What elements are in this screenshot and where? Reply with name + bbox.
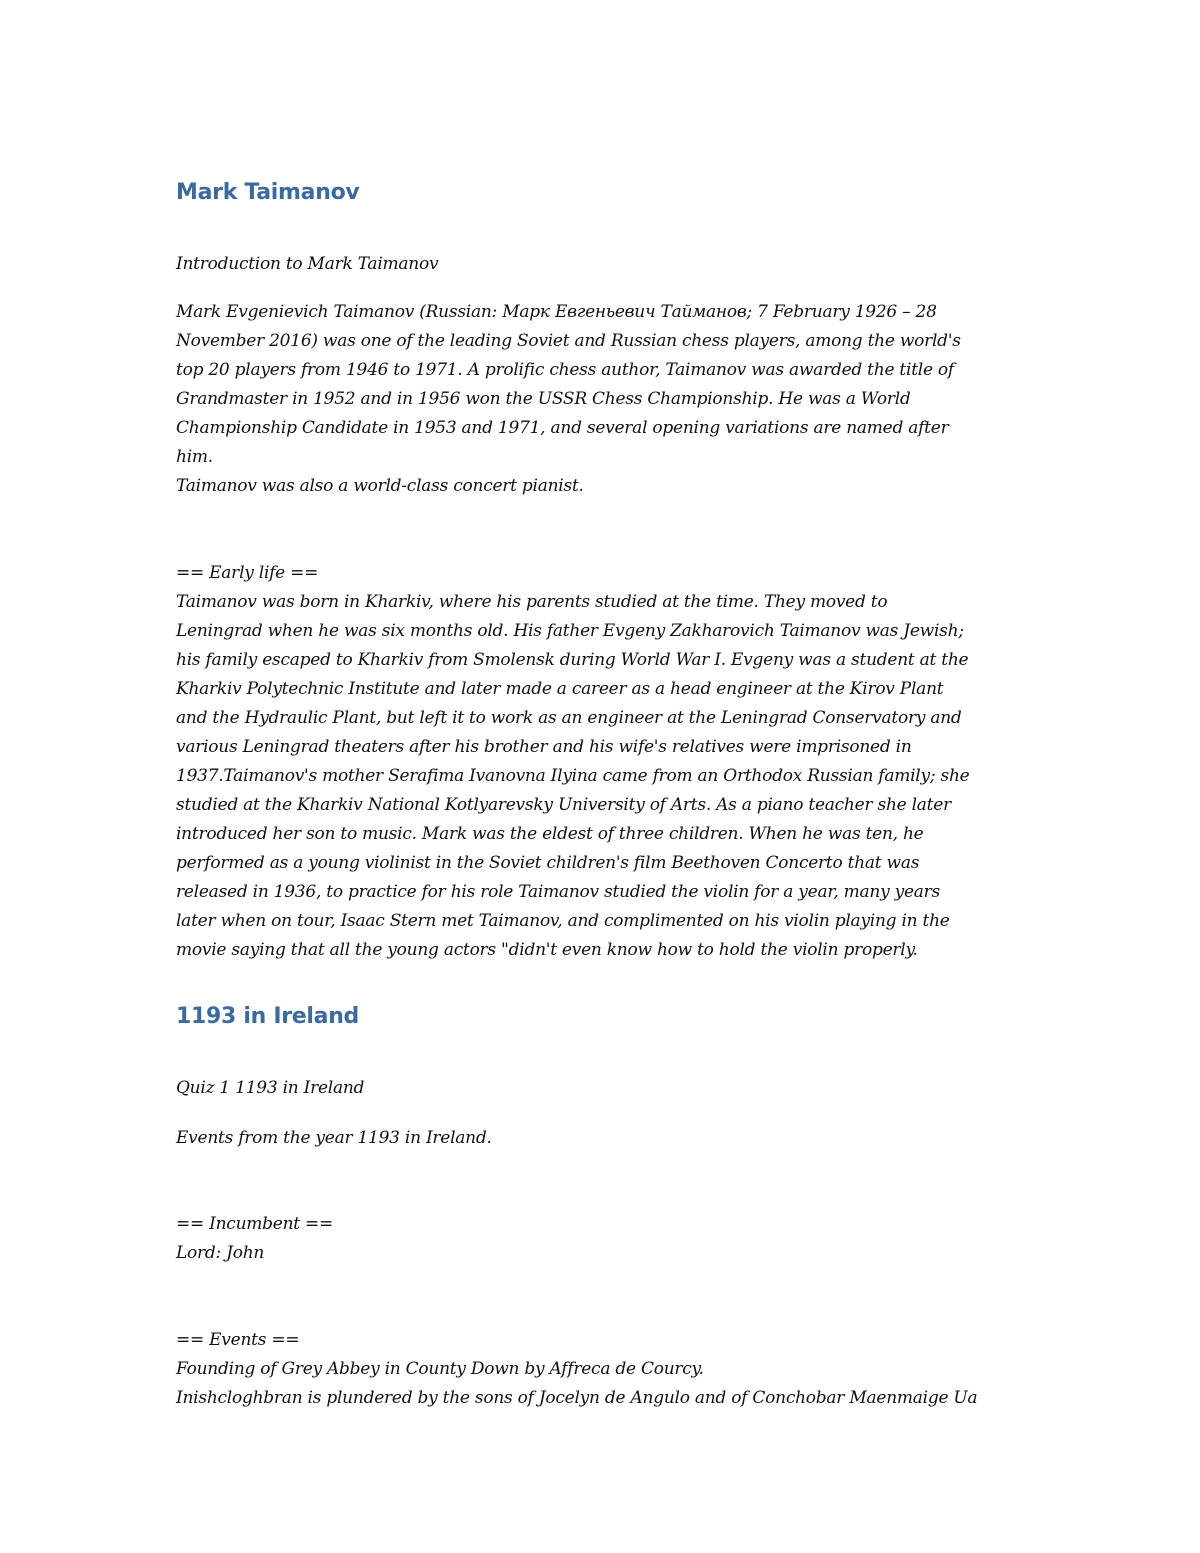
events-paragraph <box>176 1326 1026 1413</box>
text-line: Taimanov was also a world-class concert pianist. <box>176 476 584 496</box>
text-line: Lord: John <box>176 1243 265 1263</box>
section-marker: == Incumbent == <box>176 1214 334 1234</box>
section-marker: == Events == <box>176 1330 300 1350</box>
text-line: Taimanov was born in Kharkiv, where his parents studied at the time. They moved to <box>176 592 888 612</box>
text-line: Mark Evgenievich Taimanov (Russian: Марк Евгеньевич Тайманов; 7 February 1926 – 28 <box>176 302 937 322</box>
text-line: performed as a young violinist in the Soviet children's film Beethoven Concerto that was <box>176 853 920 873</box>
text-line: movie saying that all the young actors "didn't even know how to hold the violin properly. <box>176 940 918 960</box>
text-line: Founding of Grey Abbey in County Down by Affreca de Courcy. <box>176 1359 704 1379</box>
text-line: him. <box>176 447 213 467</box>
text-line: top 20 players from 1946 to 1971. A prolific chess author, Taimanov was awarded the title of <box>176 360 954 380</box>
text-line: Grandmaster in 1952 and in 1956 won the USSR Chess Championship. He was a World <box>176 389 911 409</box>
text-line: introduced her son to music. Mark was the eldest of three children. When he was ten, he <box>176 824 924 844</box>
text-line: Inishcloghbran is plundered by the sons of Jocelyn de Angulo and of Conchobar Maenmaige Ua <box>176 1388 978 1408</box>
text-line: released in 1936, to practice for his role Taimanov studied the violin for a year, many years <box>176 882 941 902</box>
text-line: various Leningrad theaters after his brother and his wife's relatives were imprisoned in <box>176 737 912 757</box>
section-heading-1193-in-ireland: 1193 in Ireland <box>176 1004 360 1029</box>
text-line: and the Hydraulic Plant, but left it to work as an engineer at the Leningrad Conservatory and <box>176 708 962 728</box>
text-line: his family escaped to Kharkiv from Smolensk during World War I. Evgeny was a student at the <box>176 650 969 670</box>
text-line: Kharkiv Polytechnic Institute and later made a career as a head engineer at the Kirov Plant <box>176 679 944 699</box>
section-heading-mark-taimanov: Mark Taimanov <box>176 180 360 205</box>
text-line: 1937.Taimanov's mother Serafima Ivanovna Ilyina came from an Orthodox Russian family; she <box>176 766 970 786</box>
section-subtitle: Introduction to Mark Taimanov <box>176 254 439 274</box>
section-marker: == Early life == <box>176 563 319 583</box>
text-line: Leningrad when he was six months old. His father Evgeny Zakharovich Taimanov was Jewish; <box>176 621 964 641</box>
incumbent-paragraph <box>176 1210 1026 1268</box>
intro-paragraph <box>176 298 1026 501</box>
intro-paragraph: Events from the year 1193 in Ireland. <box>176 1128 492 1148</box>
section-subtitle: Quiz 1 1193 in Ireland <box>176 1078 365 1098</box>
text-line: November 2016) was one of the leading Soviet and Russian chess players, among the world's <box>176 331 961 351</box>
text-line: studied at the Kharkiv National Kotlyarevsky University of Arts. As a piano teacher she later <box>176 795 951 815</box>
text-line: later when on tour, Isaac Stern met Taimanov, and complimented on his violin playing in the <box>176 911 950 931</box>
text-line: Championship Candidate in 1953 and 1971, and several opening variations are named after <box>176 418 949 438</box>
early-life-paragraph <box>176 559 1026 965</box>
